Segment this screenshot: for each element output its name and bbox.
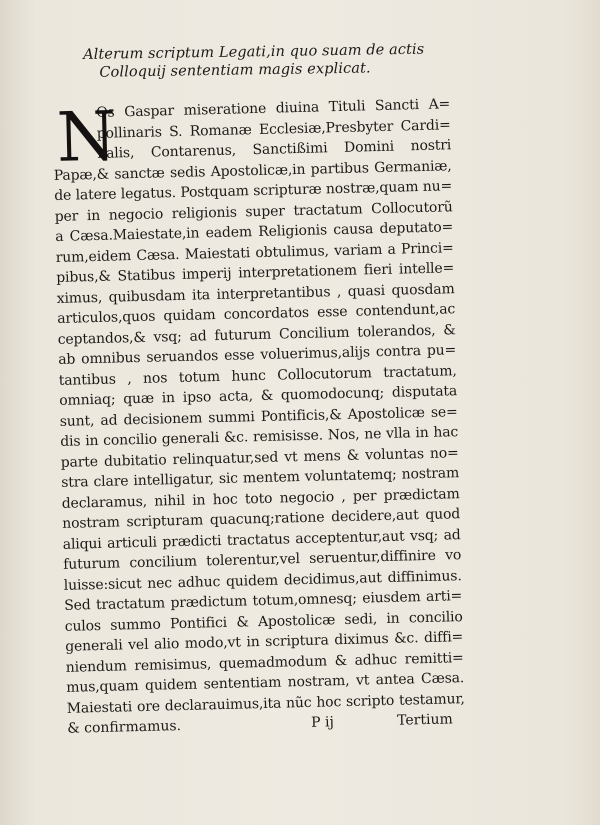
- text-line: stra clare intelligatur, sic mentem voluntatemq; nostram: [61, 465, 460, 491]
- text-line: pollinaris S. Romanæ Ecclesiæ,Presbyter Cardi=: [96, 116, 451, 142]
- text-line: declaramus, nihil in hoc toto negocio , per prædictam: [61, 485, 460, 512]
- text-line: tantibus , nos totum hunc Collocutorum tractatum,: [58, 362, 457, 389]
- text-line: generali vel alio modo,vt in scriptura diximus &c. diffi=: [65, 629, 464, 655]
- body-text: [52, 94, 487, 740]
- text-line: niendum remisimus, quemadmodum & adhuc remitti=: [65, 649, 464, 676]
- text-line: Sed tractatum prædictum totum,omnesq; eiusdem arti=: [64, 588, 463, 614]
- text-line: articulos,quos quidam concordatos esse contendunt,ac: [57, 301, 456, 327]
- text-line: nostram scripturam quacunq;ratione decidere,aut quod: [62, 506, 461, 532]
- text-line: sunt, ad decisionem summi Pontificis,& Apostolicæ se=: [59, 403, 458, 430]
- text-line: dis in concilio generali &c. remisisse. Nos, ne vlla in hac: [60, 424, 459, 450]
- text-line: culos summo Pontifici & Apostolicæ sedi, in concilio: [64, 608, 463, 635]
- heading-line-1: Alterum scriptum Legati,in quo suam de actis: [83, 41, 425, 63]
- text-line: aliqui articuli prædicti tractatus acceptentur,aut vsq; ad: [62, 526, 461, 553]
- text-line: luisse:sicut nec adhuc quidem decidimus,aut diffinimus.: [63, 567, 462, 594]
- text-line: a Cæsa.Maiestate,in eadem Religionis causa deputato=: [55, 219, 454, 245]
- text-line: de latere legatus. Postquam scripturæ nostræ,quam nu=: [54, 178, 453, 204]
- text-line: per in negocio religionis super tractatum Collocutorũ: [54, 198, 453, 225]
- drop-cap-initial: N: [55, 97, 118, 178]
- text-line: omniaq; quæ in ipso acta, & quomodocunq; disputata: [59, 383, 458, 409]
- text-line: mus,quam quidem sententiam nostram, vt antea Cæsa.: [66, 670, 465, 696]
- text-line: nalis, Contarenus, Sanctißimi Domini nostri: [97, 137, 452, 162]
- text-line: ximus, quibusdam ita interpretantibus , quasi quosdam: [56, 280, 455, 307]
- text-line: parte dubitatio relinquatur,sed vt mens & voluntas no=: [60, 444, 459, 471]
- catchword: Tertium: [396, 711, 453, 729]
- text-line: rum,eidem Cæsa. Maiestati obtulimus, variam a Princi=: [55, 239, 454, 266]
- text-line: Os Gaspar miseratione diuina Tituli Sancti A=: [96, 96, 451, 121]
- text-line: ab omnibus seruandos esse voluerimus,alijs contra pu=: [58, 342, 457, 368]
- text-line: futurum concilium tolerentur,vel seruentur,diffinire vo: [63, 547, 462, 573]
- text-line: Papæ,& sanctæ sedis Apostolicæ,in partibus Germaniæ,: [53, 157, 452, 184]
- text-line: ceptandos,& vsq; ad futurum Concilium tolerandos, &: [57, 321, 456, 348]
- text-line: Maiestati ore declarauimus,ita nũc hoc scripto testamur,: [66, 690, 465, 717]
- section-heading: [83, 40, 484, 82]
- closing-text: & confirmamus.: [67, 718, 182, 737]
- text-line: pibus,& Statibus imperij interpretationem fieri intelle=: [56, 260, 455, 286]
- heading-line-2: Colloquij sententiam magis explicat.: [99, 60, 371, 81]
- signature-mark: P ij: [311, 714, 335, 731]
